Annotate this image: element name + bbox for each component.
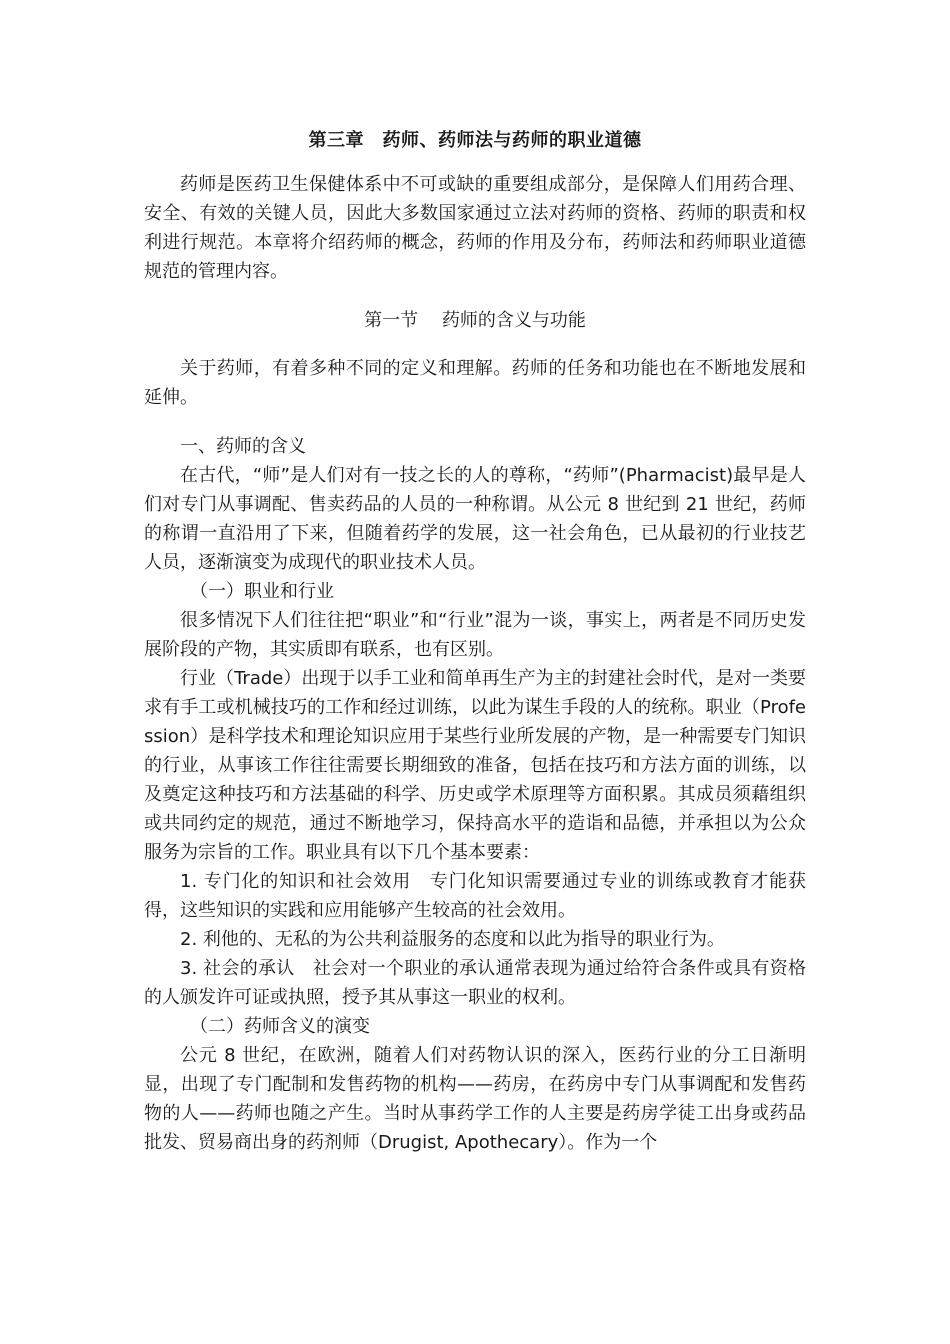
subheading-meaning-evolution: （二）药师含义的演变: [190, 1016, 370, 1037]
paragraph-ancient: 在古代，“师”是人们对有一技之长的人的尊称，“药师”(Pharmacist)最早是人们对专门从事调配、售卖药品的人员的一种称谓。从公元 8 世纪到 21 世纪，药师的称谓一直沿用了下来，但随着药学的发展，这一社会角色，已从最初的行业技艺人员，逐渐演变为成现代的职业技术人员。: [144, 465, 806, 573]
list-item-1: 1. 专门化的知识和社会效用 专门化知识需要通过专业的训练或教育才能获得，这些知识的实践和应用能够产生较高的社会效用。: [144, 871, 806, 921]
chapter-intro-paragraph: 药师是医药卫生保健体系中不可或缺的重要组成部分，是保障人们用药合理、安全、有效的关键人员，因此大多数国家通过立法对药师的资格、药师的职责和权利进行规范。本章将介绍药师的概念，药师的作用及分布，药师法和药师职业道德规范的管理内容。: [144, 174, 806, 282]
heading-pharmacist-meaning: 一、药师的含义: [180, 436, 306, 457]
list-item-2: 2. 利他的、无私的为公共利益服务的态度和以此为指导的职业行为。: [180, 929, 725, 950]
chapter-title: 第三章 药师、药师法与药师的职业道德: [308, 130, 642, 151]
document-page: [144, 124, 806, 1157]
list-item-3: 3. 社会的承认 社会对一个职业的承认通常表现为通过给符合条件或具有资格的人颁发许可证或执照，授予其从事这一职业的权利。: [144, 958, 806, 1008]
paragraph-evolution: 公元 8 世纪，在欧洲，随着人们对药物认识的深入，医药行业的分工日渐明显，出现了专门配制和发售药物的机构——药房，在药房中专门从事调配和发售药物的人——药师也随之产生。当时从事药学工作的人主要是药房学徒工出身或药品批发、贸易商出身的药剂师（Drugist, Apothecary）。作为一个: [144, 1045, 806, 1153]
paragraph-confusion: 很多情况下人们往往把“职业”和“行业”混为一谈，事实上，两者是不同历史发展阶段的产物，其实质即有联系，也有区别。: [144, 610, 806, 660]
subheading-profession-trade: （一）职业和行业: [190, 581, 334, 602]
paragraph-trade-profession: 行业（Trade）出现于以手工业和简单再生产为主的封建社会时代，是对一类要求有手工或机械技巧的工作和经过训练，以此为谋生手段的人的统称。职业（Profession）是科学技术和理论知识应用于某些行业所发展的产物，是一种需要专门知识的行业，从事该工作往往需要长期细致的准备，包括在技巧和方法方面的训练，以及奠定这种技巧和方法基础的科学、历史或学术原理等方面积累。其成员须藉组织或共同约定的规范，通过不断地学习，保持高水平的造诣和品德，并承担以为公众服务为宗旨的工作。职业具有以下几个基本要素：: [144, 668, 806, 863]
section-intro-paragraph: 关于药师，有着多种不同的定义和理解。药师的任务和功能也在不断地发展和延伸。: [144, 358, 806, 408]
section-title: 第一节 药师的含义与功能: [364, 310, 586, 331]
